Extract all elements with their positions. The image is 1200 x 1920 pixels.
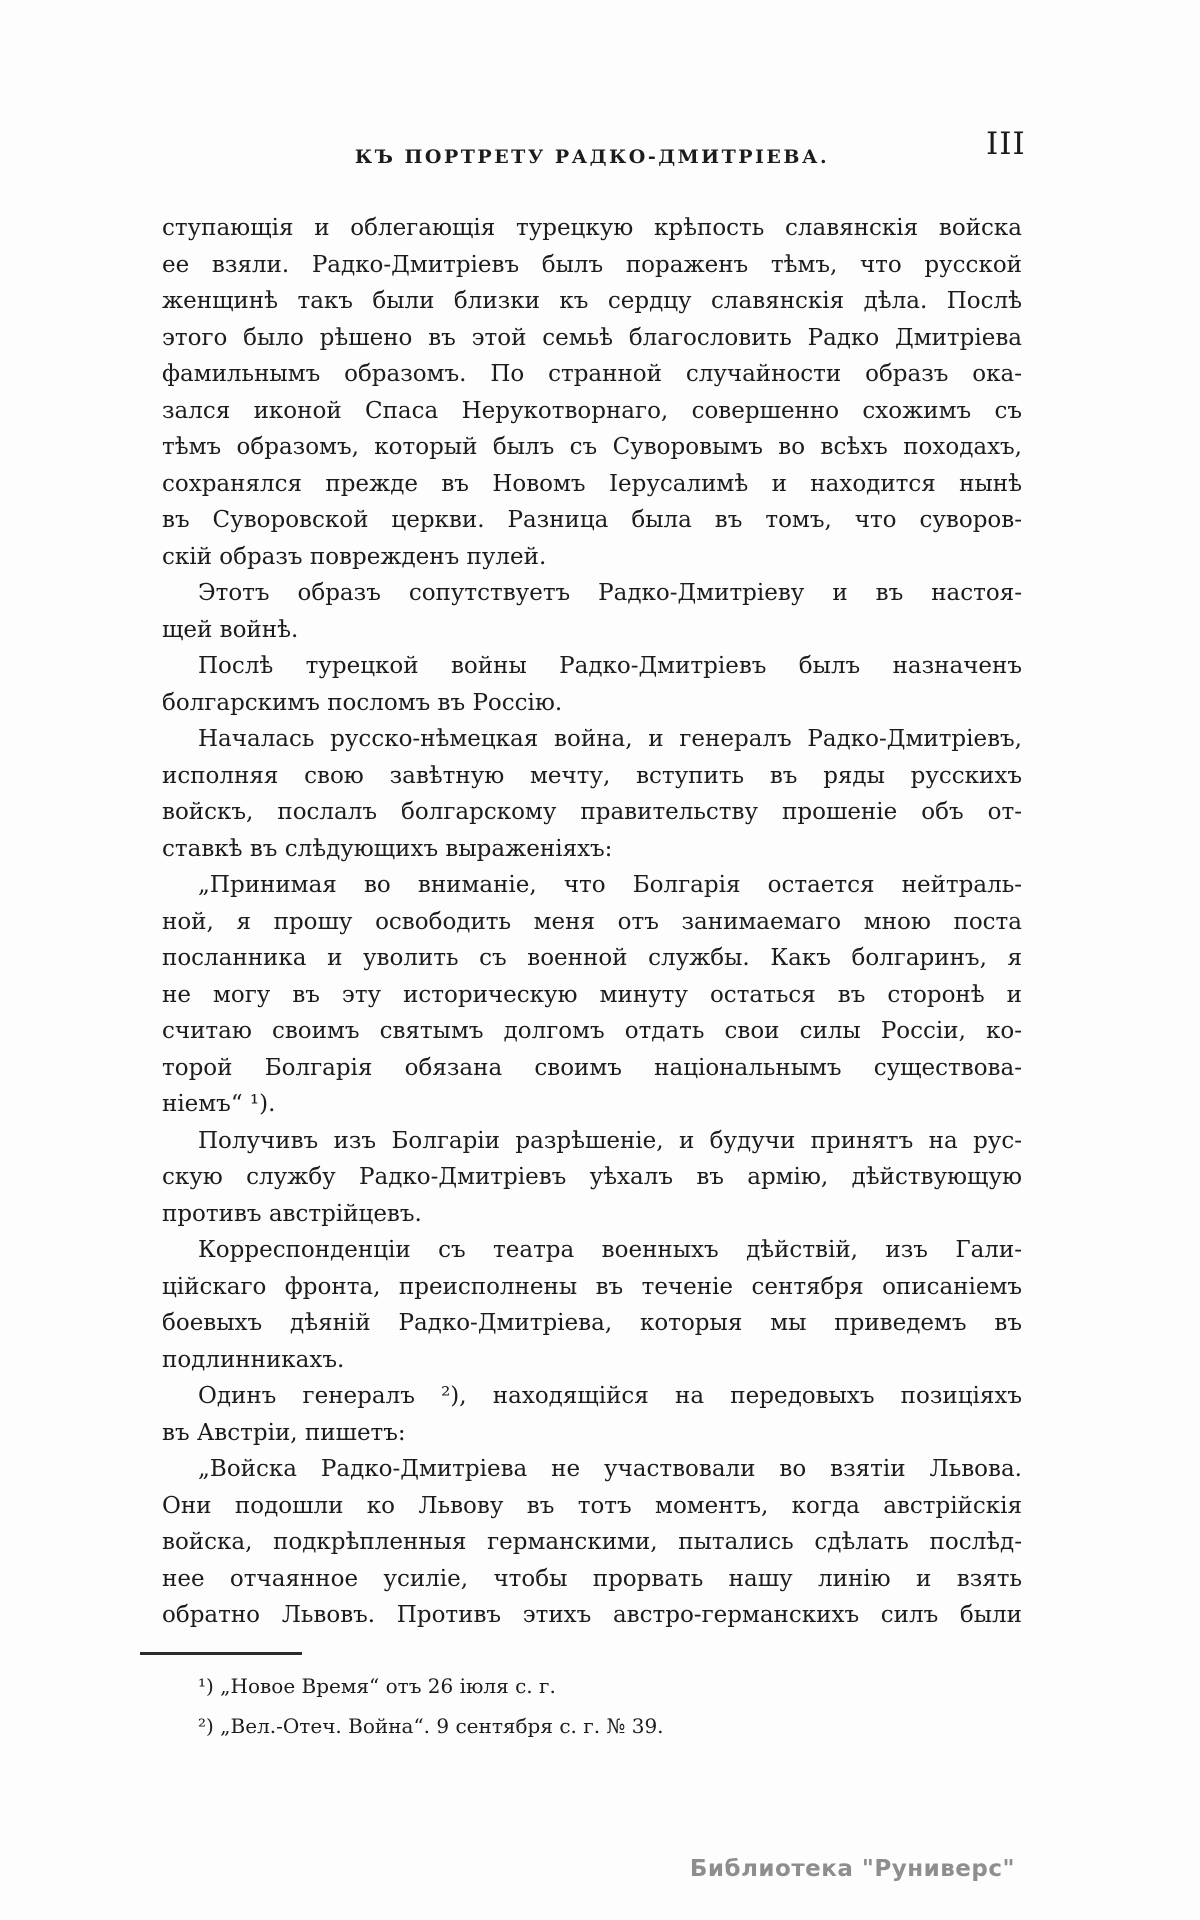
- page-header-title: КЪ ПОРТРЕТУ РАДКО-ДМИТРІЕВА.: [354, 146, 830, 168]
- text-line: торой Болгарія обязана своимъ національнымъ существова-: [162, 1054, 1022, 1081]
- text-line: боевыхъ дѣяній Радко-Дмитріева, которыя мы приведемъ въ: [162, 1310, 1022, 1336]
- text-line: „Принимая во вниманіе, что Болгарія остается нейтраль-: [198, 872, 1022, 898]
- paragraph: [162, 1123, 1022, 1233]
- paragraph: [162, 648, 1022, 721]
- text-line: Они подошли ко Львову въ тотъ моментъ, когда австрійскія: [162, 1492, 1022, 1519]
- text-line: Началась русско-нѣмецкая война, и генералъ Радко-Дмитріевъ,: [198, 726, 1022, 752]
- text-line: „Войска Радко-Дмитріева не участвовали во взятіи Львова.: [198, 1456, 1022, 1482]
- text-line: зался иконой Спаса Нерукотворнаго, совершенно схожимъ съ: [162, 397, 1022, 424]
- paragraph: [162, 575, 1022, 648]
- paragraph: [162, 210, 1022, 575]
- footnotes: [198, 1666, 1022, 1746]
- text-line: войскъ, послалъ болгарскому правительству прошеніе объ от-: [162, 799, 1022, 825]
- text-line: женщинѣ такъ были близки къ сердцу славянскія дѣла. Послѣ: [162, 288, 1022, 314]
- text-line: въ Суворовской церкви. Разница была въ томъ, что суворов-: [162, 507, 1022, 533]
- text-line: ее взяли. Радко-Дмитріевъ былъ пораженъ тѣмъ, что русской: [162, 251, 1022, 278]
- paragraph: [162, 1232, 1022, 1378]
- text-line: сохранялся прежде въ Новомъ Іерусалимѣ и находится нынѣ: [162, 470, 1022, 497]
- text-line: ставкѣ въ слѣдующихъ выраженіяхъ:: [162, 835, 613, 862]
- text-line: посланника и уволить съ военной службы. Какъ болгаринъ, я: [162, 945, 1022, 971]
- text-line: нее отчаянное усиліе, чтобы прорвать нашу линію и взять: [162, 1565, 1022, 1592]
- paragraph: [162, 1378, 1022, 1451]
- text-line: Одинъ генералъ ²), находящійся на передовыхъ позиціяхъ: [198, 1383, 1022, 1409]
- text-line: обратно Львовъ. Противъ этихъ австро-германскихъ силъ были: [162, 1602, 1022, 1628]
- text-line: Получивъ изъ Болгаріи разрѣшеніе, и будучи принятъ на рус-: [198, 1127, 1022, 1154]
- text-line: ступающія и облегающія турецкую крѣпость славянскія войска: [162, 215, 1022, 241]
- text-line: считаю своимъ святымъ долгомъ отдать свои силы Россіи, ко-: [162, 1018, 1022, 1044]
- text-line: ной, я прошу освободить меня отъ занимаемаго мною поста: [162, 908, 1022, 935]
- text-line: противъ австрійцевъ.: [162, 1200, 422, 1227]
- text-line: Послѣ турецкой войны Радко-Дмитріевъ былъ назначенъ: [198, 653, 1022, 679]
- text-line: тѣмъ образомъ, который былъ съ Суворовымъ во всѣхъ походахъ,: [162, 434, 1022, 460]
- paragraph: [162, 867, 1022, 1123]
- text-line: ційскаго фронта, преисполнены въ теченіе сентября описаніемъ: [162, 1273, 1022, 1300]
- body-text: [162, 210, 1022, 1634]
- paragraph: [162, 721, 1022, 867]
- text-line: не могу въ эту историческую минуту остаться въ сторонѣ и: [162, 981, 1022, 1008]
- text-line: ніемъ“ ¹).: [162, 1091, 276, 1117]
- page-number: III: [986, 126, 1026, 162]
- watermark: Библиотека "Руниверс": [689, 1856, 1015, 1882]
- text-line: Этотъ образъ сопутствуетъ Радко-Дмитріеву и въ настоя-: [198, 580, 1022, 606]
- paragraph: [162, 1451, 1022, 1634]
- footnote-rule: [140, 1652, 302, 1655]
- text-line: войска, подкрѣпленныя германскими, пытались сдѣлать послѣд-: [162, 1529, 1022, 1555]
- text-line: болгарскимъ посломъ въ Россію.: [162, 689, 563, 716]
- text-line: исполняя свою завѣтную мечту, вступить въ ряды русскихъ: [162, 762, 1022, 789]
- text-line: этого было рѣшено въ этой семьѣ благословить Радко Дмитріева: [162, 324, 1022, 351]
- text-line: въ Австріи, пишетъ:: [162, 1419, 406, 1446]
- text-line: скій образъ поврежденъ пулей.: [162, 543, 547, 570]
- text-line: Корреспонденціи съ театра военныхъ дѣйствій, изъ Гали-: [198, 1237, 1022, 1263]
- text-line: фамильнымъ образомъ. По странной случайности образъ ока-: [162, 361, 1022, 387]
- footnote-line: ²) „Вел.-Отеч. Война“. 9 сентября с. г. № 39.: [198, 1714, 664, 1738]
- text-line: подлинникахъ.: [162, 1346, 345, 1373]
- text-line: щей войнѣ.: [162, 616, 299, 643]
- text-line: скую службу Радко-Дмитріевъ уѣхалъ въ армію, дѣйствующую: [162, 1164, 1022, 1190]
- footnote-line: ¹) „Новое Время“ отъ 26 іюля с. г.: [198, 1674, 556, 1698]
